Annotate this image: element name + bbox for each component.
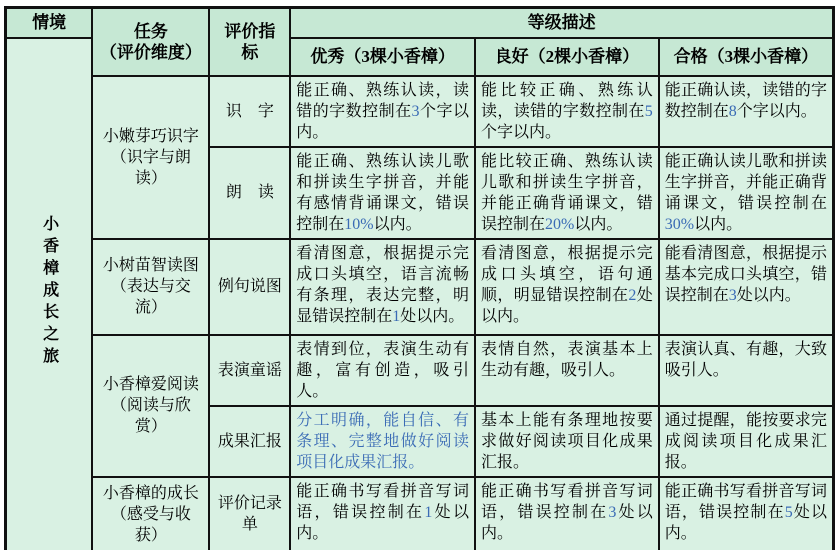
desc-text: 以内。	[694, 215, 743, 233]
desc-text: 能正确书写看拼音写词语，错误控制在	[481, 482, 653, 521]
desc-number: 1	[424, 503, 433, 521]
indicator-cell-lijushuotu: 例句说图	[209, 239, 290, 335]
desc-cell	[290, 477, 475, 550]
task-cell-reading-love	[92, 335, 209, 477]
indicator-cell-shizi: 识 字	[209, 76, 290, 147]
situation-value-cell	[6, 38, 93, 550]
task-dimension: （识字与朗读）	[110, 148, 191, 187]
desc-text: 看清图意，根据提示完成口头填空，语句通顺，明显错误控制在	[481, 244, 653, 304]
desc-text: 能正确、熟练认读儿歌和拼读生字拼音，并能有感情背诵课文，错误控制在	[296, 152, 469, 233]
desc-number: 3	[728, 286, 737, 304]
desc-cell	[659, 477, 834, 550]
desc-cell	[290, 406, 475, 477]
desc-text: 处以内。	[296, 503, 469, 542]
desc-text: 个字以内。	[296, 102, 469, 141]
task-name: 小香樟的成长	[102, 484, 199, 502]
desc-text: 能正确书写看拼音写词语，错误控制在	[296, 482, 469, 521]
desc-text: 处以内。	[481, 503, 653, 542]
task-dimension: （阅读与欣赏）	[110, 397, 191, 435]
desc-text: 以内。	[373, 215, 422, 233]
header-task-line2: （评价维度）	[99, 42, 202, 62]
desc-text: 基本上能有条理地按要求做好阅读项目化成果汇报。	[481, 411, 653, 471]
desc-number: 2	[628, 286, 637, 304]
task-cell-literacy	[92, 76, 209, 239]
desc-text: 能比较正确、熟练认读，读错的字数控制在	[481, 81, 653, 120]
task-name: 小树苗智读图	[102, 257, 199, 274]
desc-text: 个字以内。	[481, 123, 562, 141]
desc-number: 5	[644, 102, 653, 120]
desc-cell	[290, 76, 475, 147]
task-name: 小香樟爱阅读	[102, 376, 199, 393]
desc-number: 3	[608, 503, 617, 521]
desc-cell	[290, 239, 475, 335]
desc-number: 20%	[545, 215, 575, 233]
desc-text: 分工明确，能自信、有条理、完整地做好阅读项目化成果汇报。	[296, 411, 469, 471]
desc-number: 8	[728, 102, 737, 120]
desc-text: 能比较正确、熟练认读儿歌和拼读生字拼音，并能正确背诵课文，错误控制在	[481, 152, 653, 233]
desc-cell	[659, 147, 834, 239]
desc-text: 处以内。	[400, 307, 465, 325]
header-indicator: 评价指标	[209, 8, 290, 76]
indicator-cell-chengguohuibao: 成果汇报	[209, 406, 290, 477]
desc-text: 表情到位，表演生动有趣，富有创造，吸引人。	[296, 340, 469, 400]
desc-text: 以内。	[574, 215, 623, 233]
desc-number: 5	[784, 503, 793, 521]
desc-cell	[475, 477, 659, 550]
header-level-pass: 合格（3棵小香樟）	[659, 38, 834, 76]
header-level-good: 良好（2棵小香樟）	[475, 38, 659, 76]
desc-cell	[475, 239, 659, 335]
situation-value: 小香樟成长之旅	[40, 214, 58, 369]
desc-number: 3	[411, 102, 420, 120]
desc-cell	[475, 147, 659, 239]
desc-cell	[475, 406, 659, 477]
desc-text: 个字以内。	[736, 102, 817, 120]
desc-cell	[659, 76, 834, 147]
header-level-excellent: 优秀（3棵小香樟）	[290, 38, 475, 76]
desc-cell	[659, 335, 834, 406]
desc-text: 能正确认读，读错的字数控制在	[664, 81, 827, 120]
desc-cell	[475, 335, 659, 406]
desc-text: 看清图意，根据提示完成口头填空，语言流畅有条理，表达完整，明显错误控制在	[296, 244, 469, 325]
desc-text: 表情自然，表演基本上生动有趣，吸引人。	[481, 340, 653, 379]
desc-cell	[290, 335, 475, 406]
indicator-cell-pingjiajiludan: 评价记录单	[209, 477, 290, 550]
header-task	[92, 8, 209, 76]
desc-text: 处以内。	[736, 286, 801, 304]
desc-number: 1	[392, 307, 401, 325]
indicator-cell-langdu: 朗 读	[209, 147, 290, 239]
desc-text: 能正确书写看拼音写词语，错误控制在	[664, 482, 827, 521]
task-cell-picture-reading	[92, 239, 209, 335]
desc-cell	[475, 76, 659, 147]
desc-number: 10%	[344, 215, 374, 233]
desc-cell	[659, 406, 834, 477]
desc-cell	[290, 147, 475, 239]
desc-cell	[659, 239, 834, 335]
header-situation: 情境	[6, 8, 93, 38]
desc-text: 表演认真、有趣，大致吸引人。	[664, 340, 827, 379]
indicator-cell-biaoyantongyao: 表演童谣	[209, 335, 290, 406]
desc-text: 能正确、熟练认读，读错的字数控制在	[296, 81, 469, 120]
task-cell-growth	[92, 477, 209, 550]
evaluation-rubric-table	[4, 6, 835, 550]
header-level-description: 等级描述	[290, 8, 833, 38]
task-dimension: （感受与收获）	[110, 505, 191, 544]
desc-text: 处以内。	[481, 286, 653, 325]
desc-number: 30%	[664, 215, 695, 233]
desc-text: 通过提醒，能按要求完成阅读项目化成果汇报。	[664, 411, 827, 471]
desc-text: 能看清图意，根据提示基本完成口头填空，错误控制在	[664, 244, 827, 304]
desc-text: 能正确认读儿歌和拼读生字拼音，并能正确背诵课文，错误控制在	[664, 152, 827, 212]
header-task-line1: 任务	[133, 21, 168, 41]
task-name: 小嫩芽巧识字	[102, 127, 199, 145]
desc-text: 处以内。	[664, 503, 827, 542]
task-dimension: （表达与交流）	[110, 278, 191, 316]
